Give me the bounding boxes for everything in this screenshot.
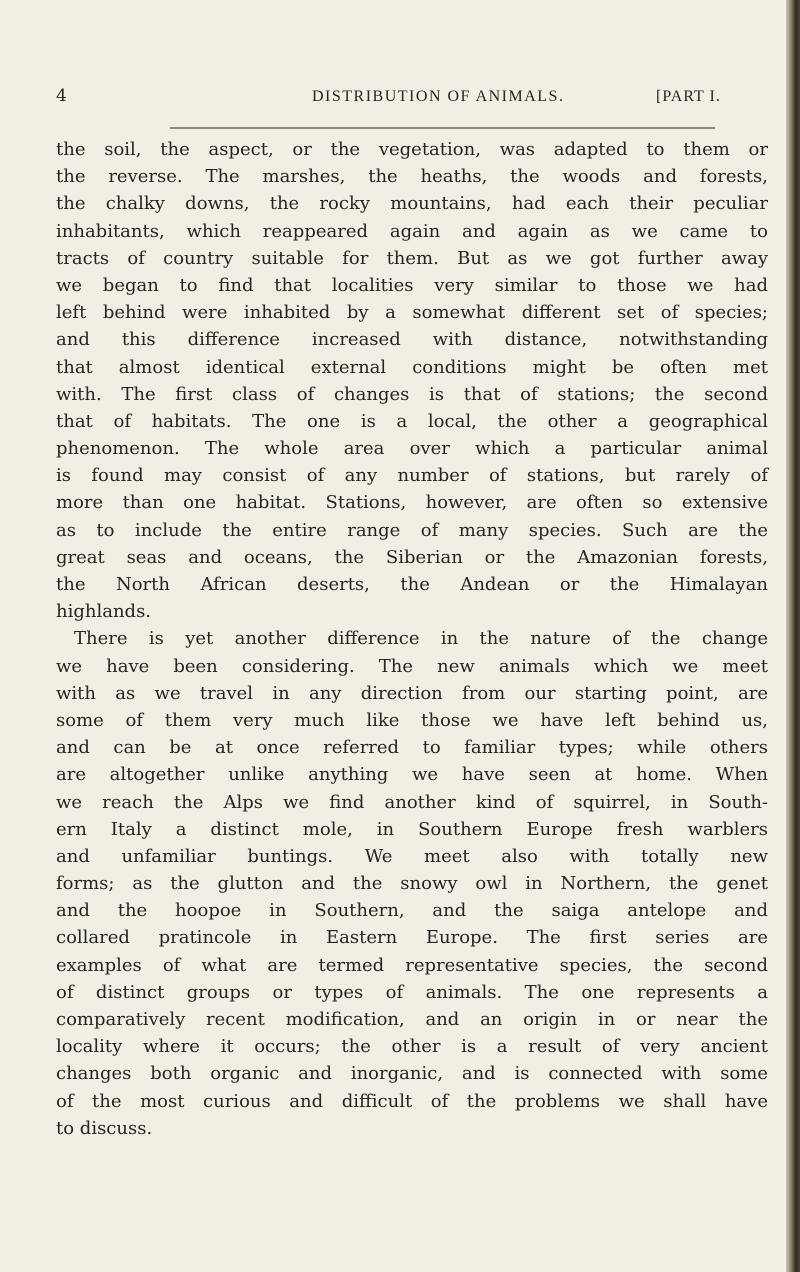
text-line: examples of what are termed representative species, the second — [56, 954, 768, 976]
header-rule — [170, 127, 715, 129]
text-line: we began to find that localities very similar to those we had — [56, 274, 768, 296]
text-line: of distinct groups or types of animals. The one represents a — [56, 981, 768, 1003]
text-line: we reach the Alps we find another kind of squirrel, in South- — [56, 791, 768, 813]
text-line: collared pratincole in Eastern Europe. The first series are — [56, 927, 768, 949]
text-line: phenomenon. The whole area over which a particular animal — [56, 438, 768, 460]
text-line: the reverse. The marshes, the heaths, the woods and forests, — [56, 166, 768, 188]
text-line: left behind were inhabited by a somewhat different set of species; — [56, 302, 768, 324]
text-line: the chalky downs, the rocky mountains, had each their peculiar — [56, 193, 768, 215]
text-line: as to include the entire range of many species. Such are the — [56, 519, 768, 541]
text-line: tracts of country suitable for them. But as we got further away — [56, 247, 768, 269]
text-line: locality where it occurs; the other is a result of very ancient — [56, 1036, 768, 1058]
part-label: [PART I. — [656, 88, 721, 105]
text-line: we have been considering. The new animals which we meet — [56, 655, 768, 677]
text-line: that almost identical external conditions might be often met — [56, 356, 768, 378]
text-line: more than one habitat. Stations, however, are often so extensive — [56, 492, 768, 514]
paragraph-end-line: to discuss. — [56, 1117, 153, 1139]
text-line: some of them very much like those we have left behind us, — [56, 709, 768, 731]
text-line: with. The first class of changes is that of stations; the second — [56, 383, 768, 405]
text-line: and unfamiliar buntings. We meet also with totally new — [56, 845, 768, 867]
text-line: the soil, the aspect, or the vegetation, was adapted to them or — [56, 139, 768, 160]
text-line: forms; as the glutton and the snowy owl in Northern, the genet — [56, 873, 768, 895]
text-line: of the most curious and difficult of the problems we shall have — [56, 1090, 768, 1112]
text-line: and this difference increased with distance, notwithstanding — [56, 329, 768, 351]
text-line: inhabitants, which reappeared again and again as we came to — [56, 220, 768, 242]
text-line: great seas and oceans, the Siberian or the Amazonian forests, — [56, 546, 768, 568]
page-header — [56, 86, 768, 114]
text-line: comparatively recent modification, and an origin in or near the — [56, 1009, 768, 1030]
text-line: are altogether unlike anything we have seen at home. When — [56, 764, 768, 786]
text-line: that of habitats. The one is a local, the other a geographical — [56, 410, 768, 432]
running-title: DISTRIBUTION OF ANIMALS. — [312, 88, 565, 105]
text-line: changes both organic and inorganic, and is connected with some — [56, 1063, 768, 1085]
body-text — [56, 136, 768, 1142]
text-line: the North African deserts, the Andean or the Himalayan — [56, 574, 768, 595]
paragraph-end-line: highlands. — [56, 601, 152, 623]
text-line: and can be at once referred to familiar types; while others — [56, 737, 768, 759]
text-line: and the hoopoe in Southern, and the saiga antelope and — [56, 900, 768, 922]
text-line: is found may consist of any number of stations, but rarely of — [56, 465, 768, 487]
page-number: 4 — [56, 86, 68, 106]
page-edge-shadow — [786, 0, 800, 1272]
text-line: ern Italy a distinct mole, in Southern Europe fresh warblers — [56, 818, 768, 840]
text-line: with as we travel in any direction from our starting point, are — [56, 682, 768, 704]
paragraph-start-line: There is yet another difference in the nature of the change — [74, 628, 768, 650]
